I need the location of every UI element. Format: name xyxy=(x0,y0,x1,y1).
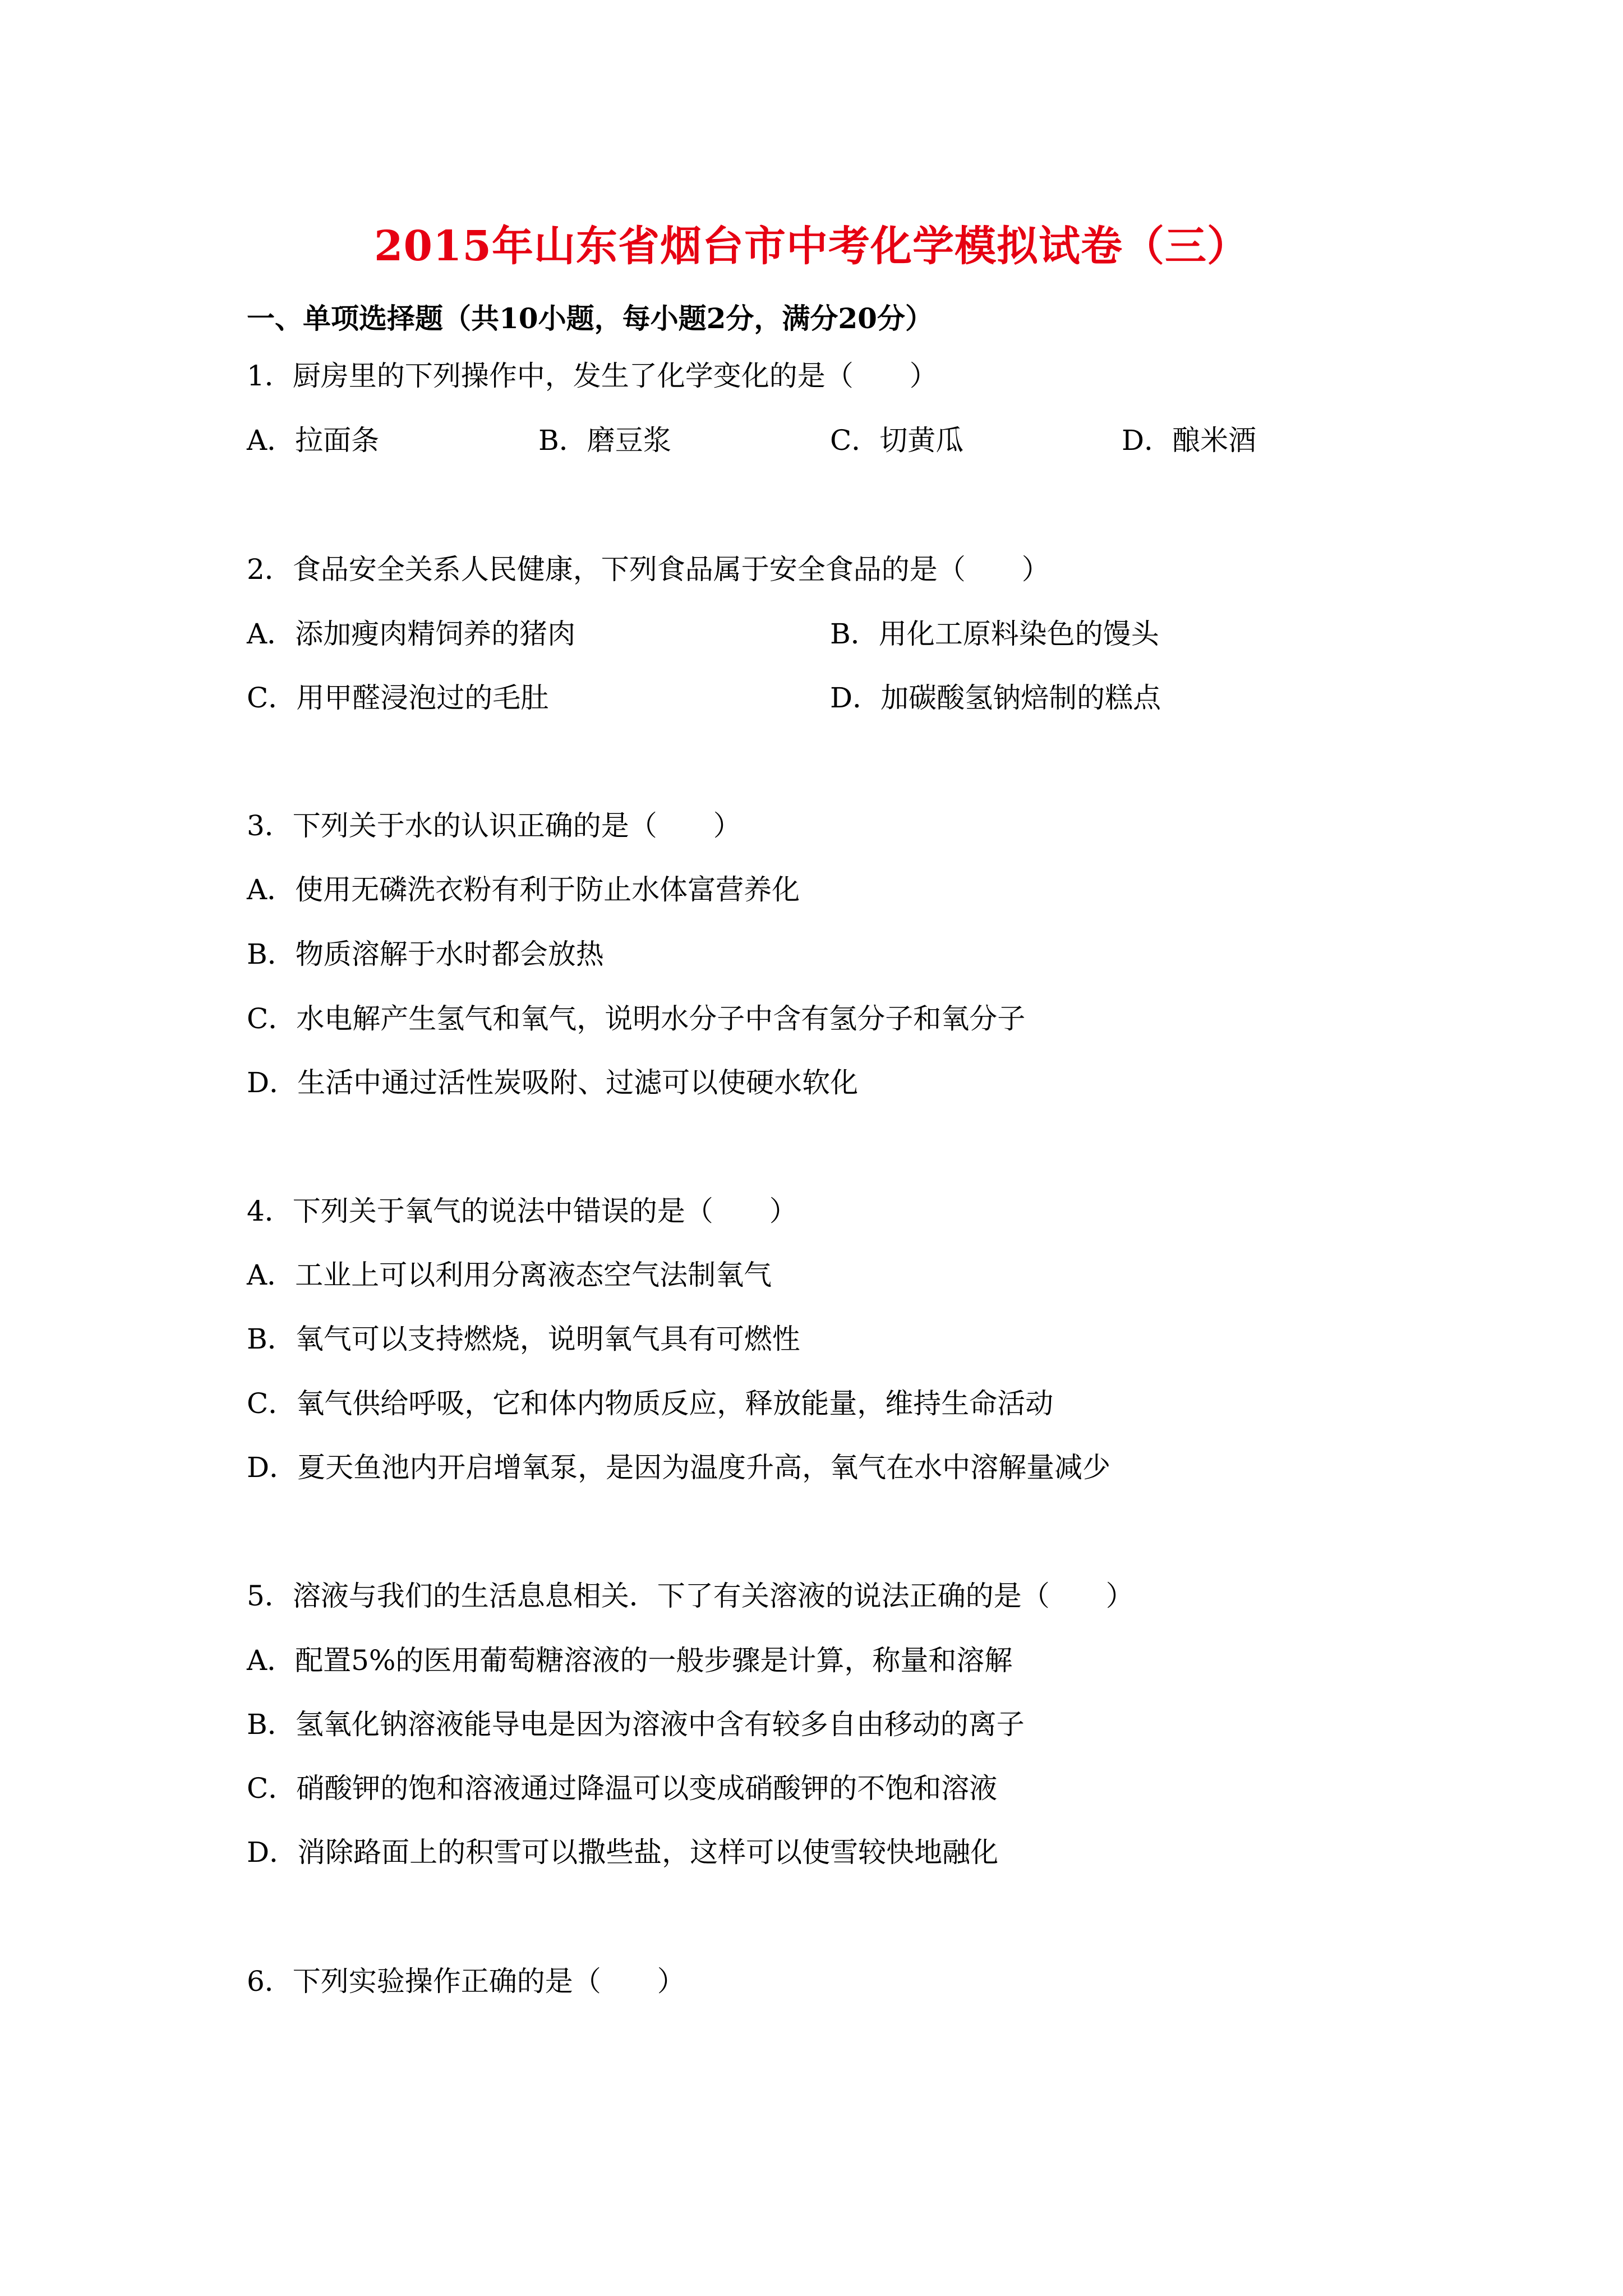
question-5-option-a: A．配置5%的医用葡萄糖溶液的一般步骤是计算，称量和溶解 xyxy=(247,1644,1013,1677)
question-2-option-c: C．用甲醛浸泡过的毛肚 xyxy=(247,682,549,714)
question-3-option-a: A．使用无磷洗衣粉有利于防止水体富营养化 xyxy=(247,873,800,906)
question-4-option-c: C．氧气供给呼吸，它和体内物质反应，释放能量，维持生命活动 xyxy=(247,1387,1054,1420)
question-2-option-a: A．添加瘦肉精饲养的猪肉 xyxy=(247,618,576,650)
exam-title: 2015年山东省烟台市中考化学模拟试卷（三） xyxy=(374,222,1249,270)
question-5-option-d: D．消除路面上的积雪可以撒些盐，这样可以使雪较快地融化 xyxy=(247,1836,999,1869)
question-4-option-d: D．夏天鱼池内开启增氧泵，是因为温度升高，氧气在水中溶解量减少 xyxy=(247,1451,1111,1484)
question-1-option-a: A．拉面条 xyxy=(247,424,380,457)
question-5-option-b: B．氢氧化钠溶液能导电是因为溶液中含有较多自由移动的离子 xyxy=(247,1708,1025,1741)
question-1-stem: 1．厨房里的下列操作中，发生了化学变化的是（ ） xyxy=(247,360,938,392)
question-5-stem: 5．溶液与我们的生活息息相关．下了有关溶液的说法正确的是（ ） xyxy=(247,1580,1134,1612)
question-3-option-c: C．水电解产生氢气和氧气，说明水分子中含有氢分子和氧分子 xyxy=(247,1002,1026,1035)
section-heading: 一、单项选择题（共10小题，每小题2分，满分20分） xyxy=(247,302,933,335)
question-5-option-c: C．硝酸钾的饱和溶液通过降温可以变成硝酸钾的不饱和溶液 xyxy=(247,1772,998,1805)
question-4-stem: 4．下列关于氧气的说法中错误的是（ ） xyxy=(247,1195,797,1227)
question-1-option-b: B．磨豆浆 xyxy=(538,424,671,457)
question-4-option-a: A．工业上可以利用分离液态空气法制氧气 xyxy=(247,1259,772,1291)
question-2-stem: 2．食品安全关系人民健康，下列食品属于安全食品的是（ ） xyxy=(247,553,1050,586)
question-1-option-c: C．切黄瓜 xyxy=(830,424,964,457)
question-4-option-b: B．氧气可以支持燃烧，说明氧气具有可燃性 xyxy=(247,1323,800,1355)
question-6-stem: 6．下列实验操作正确的是（ ） xyxy=(247,1965,685,1998)
question-3-option-b: B．物质溶解于水时都会放热 xyxy=(247,938,604,970)
question-3-stem: 3．下列关于水的认识正确的是（ ） xyxy=(247,809,741,842)
question-3-option-d: D．生活中通过活性炭吸附、过滤可以使硬水软化 xyxy=(247,1066,859,1099)
question-2-option-b: B．用化工原料染色的馒头 xyxy=(830,618,1159,650)
question-2-option-d: D．加碳酸氢钠焙制的糕点 xyxy=(830,682,1161,714)
question-1-option-d: D．酿米酒 xyxy=(1122,424,1257,457)
